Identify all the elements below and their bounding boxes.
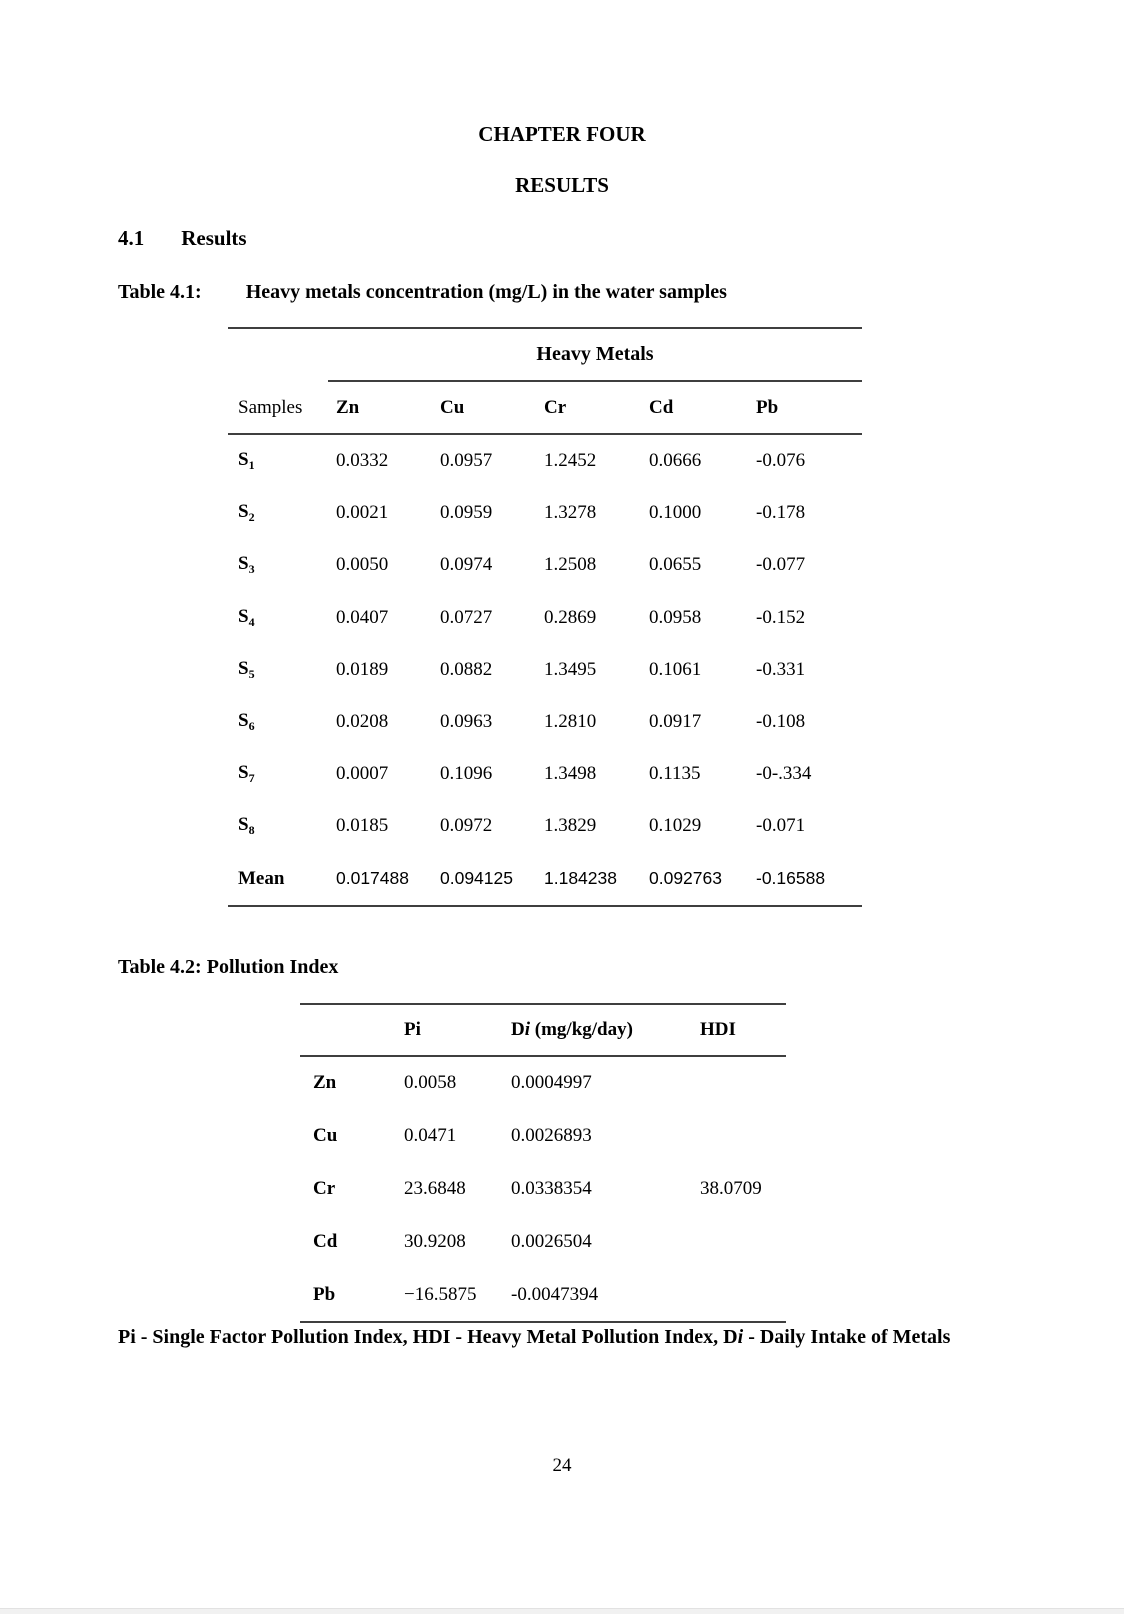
row-label: Cu [313, 1125, 338, 1147]
table2-header-row [300, 1005, 786, 1057]
table1-body [228, 435, 862, 905]
chapter-subheading: RESULTS [515, 173, 609, 197]
table-cell: 1.2810 [544, 711, 597, 733]
section-heading [118, 226, 247, 251]
table-cell: 0.092763 [649, 868, 722, 889]
table1-caption [118, 281, 727, 304]
table-cell: -0.0047394 [511, 1283, 599, 1305]
column-header-cu: Cu [440, 396, 465, 418]
table-cell: -0-.334 [756, 763, 812, 785]
page-number: 24 [552, 1455, 572, 1476]
table-row [228, 853, 862, 905]
window-bottom-edge [0, 1608, 1124, 1614]
table-cell: 0.0471 [404, 1125, 457, 1147]
table-cell: 0.0208 [336, 711, 389, 733]
table-cell: 0.2869 [544, 606, 597, 628]
table-row [228, 435, 862, 487]
table-row [228, 696, 862, 748]
table-row [228, 539, 862, 591]
table-cell: 0.0963 [440, 711, 493, 733]
table-cell: 0.0026504 [511, 1230, 592, 1252]
footnote-italic-i: i [737, 1326, 744, 1348]
column-header-hdi: HDI [700, 1019, 736, 1040]
table-cell: 0.0655 [649, 554, 702, 576]
column-header-di: Di (mg/kg/day) [511, 1019, 633, 1040]
table1-header-row [228, 382, 862, 435]
table-cell: 0.0050 [336, 554, 389, 576]
table-row [228, 800, 862, 852]
table1-group-header-label: Heavy Metals [536, 343, 654, 365]
row-label: Mean [238, 867, 285, 889]
table-cell: 1.3829 [544, 815, 597, 837]
table-cell: -0.071 [756, 815, 806, 837]
table-cell: -0.077 [756, 554, 806, 576]
table-cell: 0.0021 [336, 502, 389, 524]
table-cell: -0.16588 [756, 868, 826, 889]
section-number: 4.1 [118, 226, 145, 250]
table-cell: 0.0185 [336, 815, 389, 837]
table1-caption-label: Table 4.1: [118, 281, 202, 303]
table-cell: 0.0882 [440, 658, 493, 680]
table-cell: 0.0007 [336, 763, 389, 785]
table2-body [300, 1057, 786, 1321]
table-cell: -0.108 [756, 711, 806, 733]
section-title: Results [181, 226, 247, 250]
table-row [228, 644, 862, 696]
table-cell: 0.0026893 [511, 1125, 592, 1147]
table-cell: -0.076 [756, 450, 806, 472]
table-cell: −16.5875 [404, 1283, 477, 1305]
table-cell: -0.152 [756, 606, 806, 628]
table-row [228, 487, 862, 539]
table1-group-header [328, 329, 862, 382]
table-cell: 0.0958 [649, 606, 702, 628]
table-cell: 0.0407 [336, 606, 389, 628]
footnote-text-end: - Daily Intake of Metals [743, 1326, 951, 1348]
table2-footnote [118, 1310, 998, 1364]
table-cell: -0.331 [756, 658, 806, 680]
chapter-heading: CHAPTER FOUR [478, 122, 646, 146]
table-cell: 38.0709 [700, 1177, 762, 1199]
table-cell: 0.0189 [336, 658, 389, 680]
table-cell: 0.0959 [440, 502, 493, 524]
table-cell: 23.6848 [404, 1177, 466, 1199]
table-cell: -0.178 [756, 502, 806, 524]
row-label: $S_8$ [238, 814, 255, 838]
row-label: $S_7$ [238, 762, 255, 786]
table-cell: 1.2508 [544, 554, 597, 576]
table-cell: 0.1029 [649, 815, 702, 837]
table-row [300, 1163, 786, 1216]
column-header-cr: Cr [544, 396, 567, 418]
table-row [228, 748, 862, 800]
table-cell: 0.0917 [649, 711, 702, 733]
table-cell: 0.0338354 [511, 1177, 592, 1199]
table-cell: 30.9208 [404, 1230, 466, 1252]
table2-caption: Table 4.2: Pollution Index [118, 956, 339, 978]
heavy-metals-table [228, 327, 862, 907]
column-header-samples: Samples [238, 396, 303, 418]
row-label: Pb [313, 1283, 336, 1305]
table-cell: 0.0666 [649, 450, 702, 472]
table-cell: 0.0972 [440, 815, 493, 837]
table-row [300, 1110, 786, 1163]
table-row [228, 592, 862, 644]
table-cell: 0.1000 [649, 502, 702, 524]
row-label: $S_2$ [238, 501, 255, 525]
pollution-index-table [300, 1003, 786, 1323]
table-cell: 1.3495 [544, 658, 597, 680]
table-cell: 0.1096 [440, 763, 493, 785]
row-label: Cd [313, 1230, 338, 1252]
table-cell: 1.2452 [544, 450, 597, 472]
table-cell: 0.1135 [649, 763, 701, 785]
table-row [300, 1057, 786, 1110]
column-header-zn: Zn [336, 396, 360, 418]
table-cell: 0.0004997 [511, 1072, 592, 1094]
table-row [300, 1215, 786, 1268]
table-cell: 1.3498 [544, 763, 597, 785]
table-cell: 0.094125 [440, 868, 513, 889]
row-label: $S_1$ [238, 449, 255, 473]
table1-caption-text: Heavy metals concentration (mg/L) in the water samples [245, 281, 727, 303]
row-label: $S_4$ [238, 605, 255, 629]
column-header-pi: Pi [404, 1019, 421, 1040]
table-cell: 0.0974 [440, 554, 493, 576]
table-cell: 0.1061 [649, 658, 702, 680]
table-cell: 0.0332 [336, 450, 389, 472]
table-cell: 0.0727 [440, 606, 493, 628]
table-cell: 1.3278 [544, 502, 597, 524]
row-label: Zn [313, 1072, 337, 1094]
row-label: $S_5$ [238, 657, 255, 681]
row-label: $S_3$ [238, 553, 255, 577]
row-label: Cr [313, 1177, 336, 1199]
table-cell: 0.0957 [440, 450, 493, 472]
row-label: $S_6$ [238, 710, 255, 734]
table-cell: 0.0058 [404, 1072, 457, 1094]
footnote-text: Pi - Single Factor Pollution Index, HDI - Heavy Metal Pollution Index, D [118, 1326, 738, 1348]
column-header-cd: Cd [649, 396, 674, 418]
table-cell: 1.184238 [544, 868, 617, 889]
table-cell: 0.017488 [336, 868, 409, 889]
column-header-pb: Pb [756, 396, 779, 418]
